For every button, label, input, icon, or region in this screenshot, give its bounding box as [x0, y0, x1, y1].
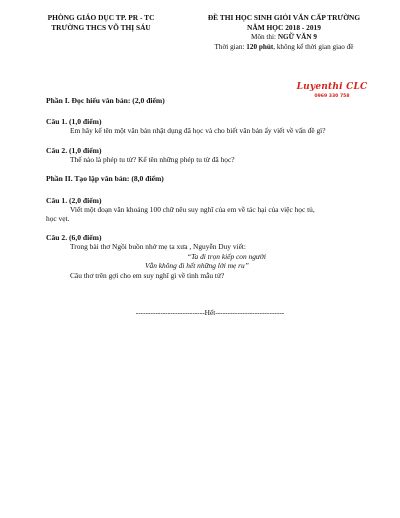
part2-q1-line2: học vẹt. [46, 214, 70, 223]
part1-q1-title: Câu 1. (1,0 điểm) [46, 117, 102, 126]
poem-line-2: Vẫn không đi hết những lời mẹ ru” [145, 261, 249, 270]
exam-title: ĐỀ THI HỌC SINH GIỎI VĂN CẤP TRƯỜNG [207, 13, 361, 22]
department-name: PHÒNG GIÁO DỤC TP. PR - TC [47, 13, 155, 22]
part1-title: Phần I. Đọc hiểu văn bản: (2,0 điểm) [46, 96, 165, 105]
subject-label: Môn thi: [251, 33, 278, 41]
end-marker: ----------------------------Hết---------------------------- [135, 308, 285, 317]
logo-name: Luyenthi CLC [296, 82, 368, 92]
part1-q1-text: Em hãy kể tên một văn bản nhật dụng đã học và cho biết văn bản ấy viết về vấn đề gì? [70, 126, 326, 135]
subject-value: NGỮ VĂN 9 [277, 33, 317, 41]
school-year: NĂM HỌC 2018 - 2019 [247, 23, 321, 32]
school-name: TRƯỜNG THCS VÕ THỊ SÁU [51, 23, 151, 32]
part2-q2-intro: Trong bài thơ Ngồi buồn nhớ mẹ ta xưa , Nguyễn Duy viết: [70, 242, 246, 251]
part2-q2-question: Câu thơ trên gợi cho em suy nghĩ gì về tình mẫu tử? [70, 271, 225, 280]
luyenthi-logo [296, 82, 368, 104]
logo-phone: 0969 330 758 [314, 94, 350, 99]
subject-line [196, 33, 372, 41]
part2-q2-title: Câu 2. (6,0 điểm) [46, 233, 102, 242]
time-line [196, 43, 372, 51]
poem-line-1: “Ta đi trọn kiếp con người [187, 252, 266, 261]
time-value: 120 phút [246, 43, 274, 51]
time-label: Thời gian: [214, 43, 247, 51]
part1-q2-text: Thế nào là phép tu từ? Kể tên những phép tu từ đã học? [70, 155, 235, 164]
time-note: , không kể thời gian giao đề [273, 43, 354, 51]
part2-q1-title: Câu 1. (2,0 điểm) [46, 196, 102, 205]
part2-q1-line1: Viết một đoạn văn khoảng 100 chữ nêu suy nghĩ của em về tác hại của việc học tủ, [70, 205, 315, 214]
part1-q2-title: Câu 2. (1,0 điểm) [46, 146, 102, 155]
part2-title: Phần II. Tạo lập văn bản: (8,0 điểm) [46, 174, 164, 183]
